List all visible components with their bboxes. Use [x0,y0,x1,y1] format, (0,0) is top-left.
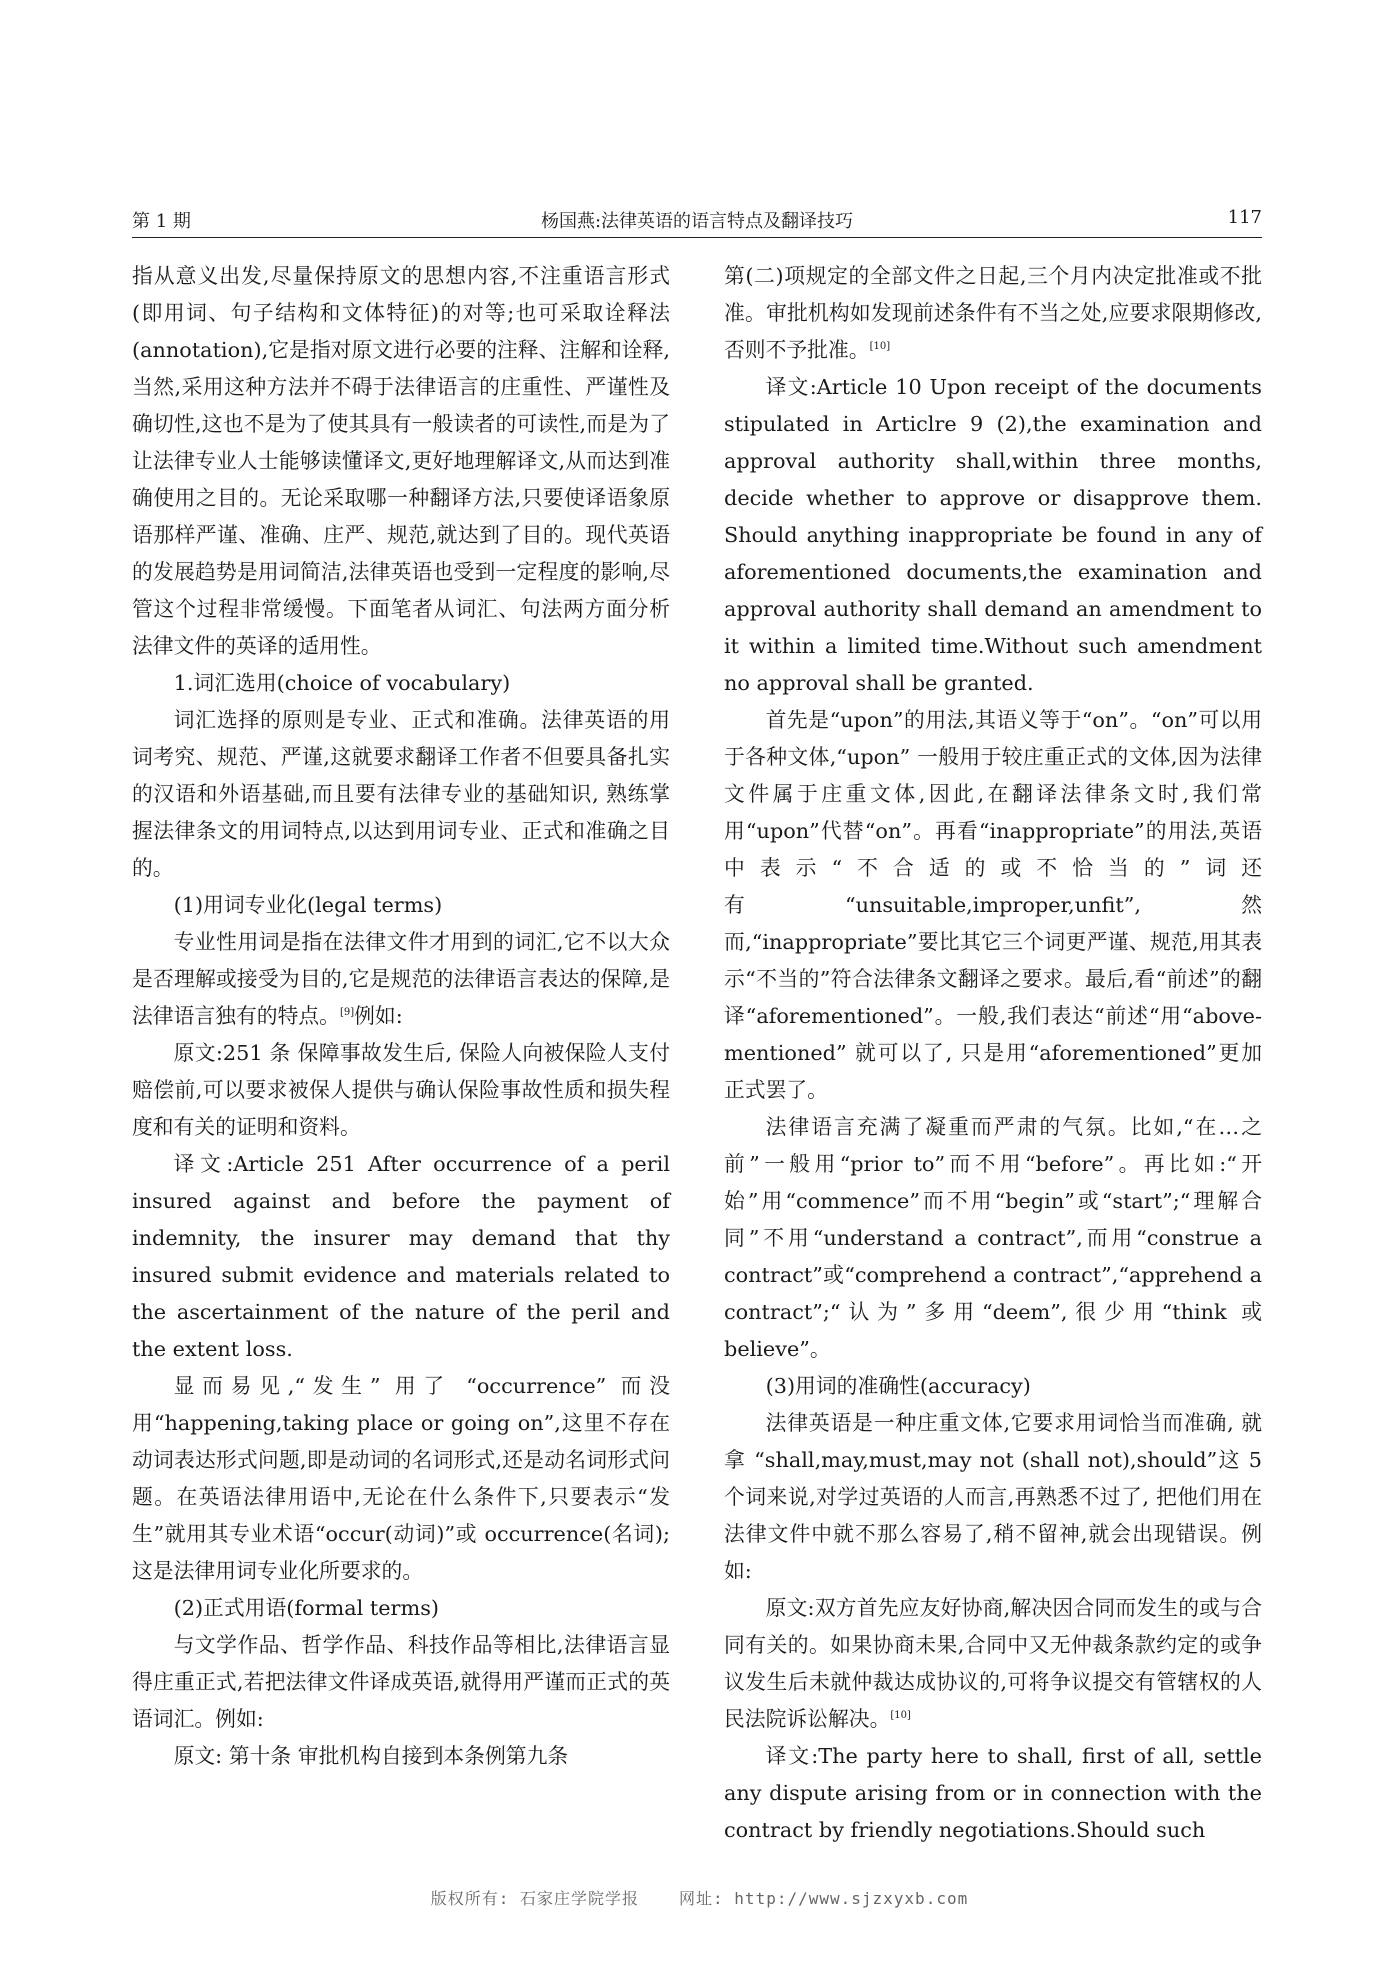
subsection-heading: (3)用词的准确性(accuracy) [765,1374,1031,1398]
citation-ref: [10] [869,341,891,353]
translation-text: 译文:Article 251 After occurrence of a peril insured against and before the payment of indemnity, the insurer may demand that thy insured submit evidence and materials related to the ascertainment of the nature of the peril and the extent loss. [132,1152,670,1361]
running-title: 杨国燕:法律英语的语言特点及翻译技巧 [540,211,854,232]
right-column [724,258,1262,1849]
paragraph-text: 原文:双方首先应友好协商,解决因合同而发生的或与合同有关的。如果协商未果,合同中又无仲裁条款约定的或争议发生后未就仲裁达成协议的,可将争议提交有管辖权的人民法院诉讼解决。 [724,1596,1262,1731]
paragraph: 法律英语是一种庄重文体,它要求用词恰当而准确, 就拿 “shall,may,must,may not (shall not),should”这 5 个词来说,对学过英语的人而言,再熟悉不过了, 把他们用在法律文件中就不那么容易了,稍不留神,就会出现错误。例如: [724,1411,1262,1583]
paragraph: 首先是“upon”的用法,其语义等于“on”。“on”可以用于各种文体,“upon” 一般用于较庄重正式的文体,因为法律文件属于庄重文体,因此,在翻译法律条文时,我们常用“upon”代替“on”。再看“inappropriate”的用法,英语中表示“不合适的或不恰当的”词还有“unsuitable,improper,unfit”,然而,“inappropriate”要比其它三个词更严谨、规范,用其表示“不当的”符合法律条文翻译之要求。最后,看“前述”的翻译“aforementioned”。一般,我们表达“前述“用“above-mentioned” 就可以了, 只是用“aforementioned”更加正式罢了。 [724,708,1262,1102]
subsection-heading: (2)正式用语(formal terms) [173,1596,440,1620]
source-text [724,1590,1262,1738]
page-number: 117 [1227,207,1262,228]
citation-ref: [10] [890,1710,911,1722]
paragraph: 词汇选择的原则是专业、正式和准确。法律英语的用词考究、规范、严谨,这就要求翻译工作者不但要具备扎实的汉语和外语基础,而且要有法律专业的基础知识, 熟练掌握法律条文的用词特点,以达到用词专业、正式和准确之目的。 [132,708,670,880]
citation-ref: [9] [339,1007,355,1019]
paragraph-text: 第(二)项规定的全部文件之日起,三个月内决定批准或不批准。审批机构如发现前述条件有不当之处,应要求限期修改,否则不予批准。 [724,264,1262,362]
running-header [132,203,1262,238]
section-heading: 1.词汇选用(choice of vocabulary) [173,671,511,695]
source-text: 原文: 第十条 审批机构自接到本条例第九条 [173,1744,569,1768]
paragraph: 法律语言充满了凝重而严肃的气氛。比如,“在…之前”一般用“prior to”而不用“before”。再比如:“开始”用“commence”而不用“begin”或“start”;“理解合同”不用“understand a contract”,而用“construe a contract”或“comprehend a contract”,“apprehend a contract”;“认为”多用“deem”,很少用“think 或 believe”。 [724,1115,1262,1361]
paragraph [132,924,670,1035]
paragraph [724,258,1262,369]
paragraph: 指从意义出发,尽量保持原文的思想内容,不注重语言形式(即用词、句子结构和文体特征)的对等;也可采取诠释法(annotation),它是指对原文进行必要的注释、注解和诠释,当然,采用这种方法并不碍于法律语言的庄重性、严谨性及确切性,这也不是为了使其具有一般读者的可读性,而是为了让法律专业人士能够读懂译文,更好地理解译文,从而达到准确使用之目的。无论采取哪一种翻译方法,只要使译语象原语那样严谨、准确、庄严、规范,就达到了目的。现代英语的发展趋势是用词简洁,法律英语也受到一定程度的影响,尽管这个过程非常缓慢。下面笔者从词汇、句法两方面分析法律文件的英译的适用性。 [132,264,670,658]
subsection-heading: (1)用词专业化(legal terms) [173,893,443,917]
left-column [132,258,670,1775]
website-link[interactable]: 网址: http://www.sjzxyxb.com [679,1889,969,1908]
translation-text: 译文:The party here to shall, first of all, settle any dispute arising from or in connection with the contract by friendly negotiations.Should such [724,1744,1262,1842]
source-text: 原文:251 条 保障事故发生后, 保险人向被保险人支付赔偿前,可以要求被保人提供与确认保险事故性质和损失程度和有关的证明和资料。 [132,1041,670,1139]
paragraph-text: 专业性用词是指在法律文件才用到的词汇,它不以大众是否理解或接受为目的,它是规范的法律语言表达的保障,是法律语言独有的特点。 [132,930,670,1028]
page-footer [0,1886,1399,1909]
paragraph: 与文学作品、哲学作品、科技作品等相比,法律语言显得庄重正式,若把法律文件译成英语,就得用严谨而正式的英语词汇。例如: [132,1633,670,1731]
translation-text: 译文:Article 10 Upon receipt of the documents stipulated in Articlre 9 (2),the examination and approval authority shall,within three months, decide whether to approve or disapprove them. Should anything inappropriate be found in any of aforementioned documents,the examination and approval authority shall demand an amendment to it within a limited time.Without such amendment no approval shall be granted. [724,375,1262,695]
paragraph-text: 例如: [354,1004,403,1028]
paragraph: 显而易见,“发生” 用了 “occurrence” 而没用“happening,taking place or going on”,这里不存在动词表达形式问题,即是动词的名词形式,还是动名词形式问题。在英语法律用语中,无论在什么条件下,只要表示“发生”就用其专业术语“occur(动词)”或 occurrence(名词);这是法律用词专业化所要求的。 [132,1374,670,1583]
issue-number: 第 1 期 [132,211,191,232]
copyright-notice: 版权所有: 石家庄学院学报 [430,1889,640,1908]
